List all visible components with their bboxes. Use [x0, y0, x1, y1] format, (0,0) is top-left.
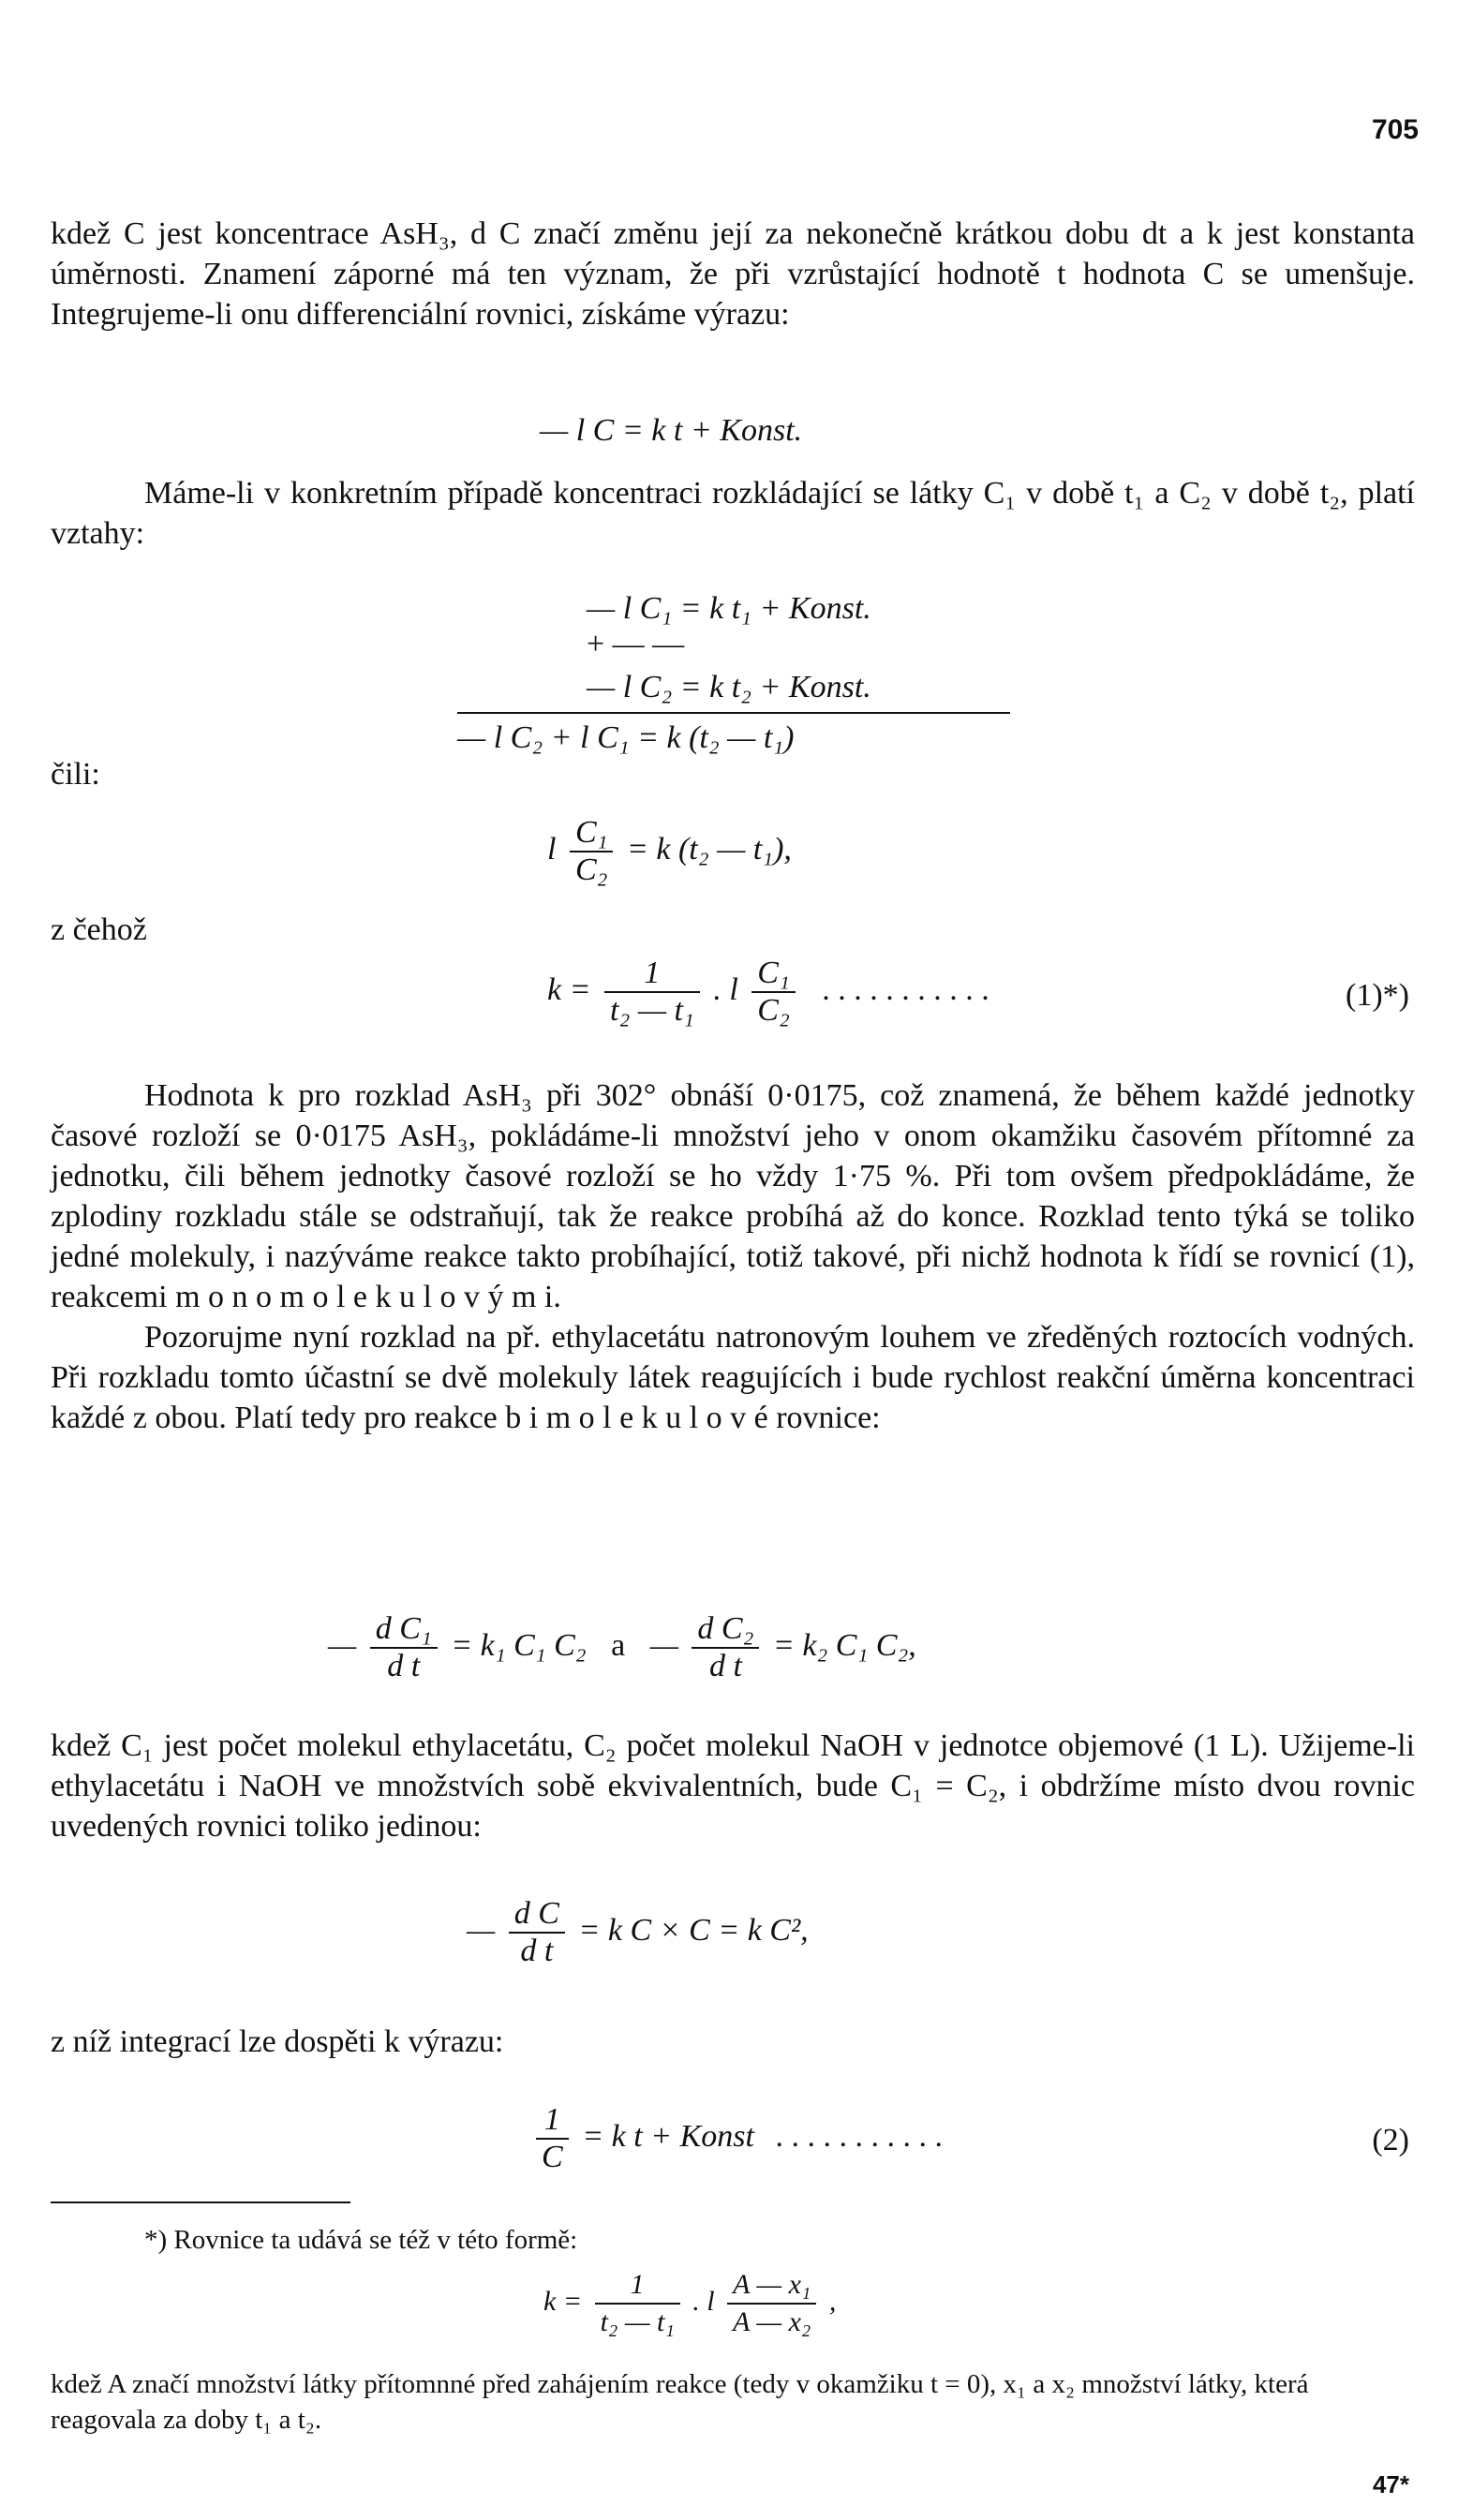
numerator: 1 [536, 2102, 569, 2140]
fraction-dc-dt [509, 1896, 565, 1969]
paragraph-integration [51, 2022, 1415, 2062]
paragraph-intro [51, 214, 1415, 334]
denominator: C [542, 2140, 563, 2174]
fraction-dc2-dt [692, 1611, 759, 1684]
signature-mark: 47* [1372, 2470, 1409, 2498]
equation-c2: — l C₂ = k t₂ + Konst. [587, 670, 871, 704]
paragraph-concentrations [51, 473, 1415, 554]
denominator: d t [520, 1934, 554, 1968]
paragraph-1: kdež C jest koncentrace AsH₃, d C značí změnu její za nekonečně krátkou dobu dt a k jest konstanta úměrnosti. Znamení záporné má ten význam, že při vzrůstající hodnotě t hodnota C se umenšuje. Integrujeme-li onu differenciální rovnici, získáme výrazu: [51, 216, 1415, 332]
numerator: A — x₁ [727, 2267, 816, 2305]
equation-number-1: (1)*) [1346, 978, 1409, 1013]
paragraph-5: kdež C₁ jest počet molekul ethylacetátu, C₂ počet molekul NaOH v jednotce objemové (1 L). Užijeme-li ethylacetátu i NaOH ve množstvích sobě ekvivalentních, bude C₁ = C₂, i obdržíme místo dvou rovnic uvedených rovnici toliko jedinou: [51, 1728, 1415, 1844]
paragraph-4: Pozorujme nyní rozklad na př. ethylacetátu natronovým louhem ve zředěných roztocích vodných. Při rozkladu tomto účastní se dvě molekuly látek reagujících i bude rychlost reakční úměrna koncentraci každé z obou. Platí tedy pro reakce b i m o l e k u l o v é rovnice: [51, 1320, 1415, 1435]
k-lhs: k = [547, 971, 591, 1007]
numerator: C₁ [751, 956, 796, 993]
numerator: 1 [595, 2267, 680, 2305]
sum-rule [457, 712, 1010, 714]
fraction-one-over-dt [604, 956, 700, 1029]
label-cili: čili: [51, 757, 100, 792]
numerator: d C [509, 1896, 565, 1934]
denominator: C₂ [574, 852, 608, 887]
page-number: 705 [1371, 114, 1419, 145]
leader-dots: . . . . . . . . . . . [775, 2118, 943, 2154]
denominator: t₂ — t₁ [610, 993, 694, 1028]
equation-end: , [828, 2285, 837, 2317]
paragraph-6: z níž integrací lze dospěti k výrazu: [51, 2024, 504, 2059]
paragraph-monomolecular [51, 1075, 1415, 1438]
conjunction-a: a [611, 1627, 626, 1663]
denominator: A — x₂ [733, 2306, 811, 2337]
log-symbol: . l [713, 971, 738, 1007]
fraction-one-over-c [536, 2102, 569, 2175]
minus-sign: — [467, 1912, 496, 1948]
fraction-dc1-dt [370, 1611, 438, 1684]
equation-rhs: = k t + Konst [582, 2118, 754, 2154]
paragraph-3: Hodnota k pro rozklad AsH₃ při 302° obnáší 0·0175, což znamená, že během každé jednotky časové rozloží se 0·0175 AsH₃, pokládáme-li množství jeho v onom okamžiku časovém přítomné za jednotku, čili během jednotky časové rozloží se ho vždy 1·75 %. Při tom ovšem předpokládáme, že zplodiny rozkladu stále se odstraňují, tak že reakce probíhá až do konce. Rozklad tento týká se toliko jedné molekuly, i nazýváme reakce takto probíhající, totiž takové, při nichž hodnota k řídí se rovnicí (1), reakcemi m o n o m o l e k u l o v ý m i. [51, 1078, 1415, 1314]
equation-k [547, 956, 989, 1029]
footnote-text: kdež A značí množství látky přítomnné před zahájením reakce (tedy v okamžiku t = 0), x₁ a x₂ množství látky, která reagovala za doby t₁ a t₂. [51, 2369, 1309, 2435]
numerator: d C₂ [692, 1611, 759, 1649]
k-lhs: k = [543, 2285, 583, 2317]
equation-rhs: = k₂ C₁ C₂, [772, 1627, 916, 1663]
fraction-c1-c2 [751, 956, 796, 1029]
footnote-intro [51, 2222, 1409, 2258]
denominator: t₂ — t₁ [600, 2306, 675, 2337]
minus-sign: — [649, 1627, 678, 1663]
equation-rhs: = k (t₂ — t₁), [626, 831, 792, 867]
fraction-c1-c2 [570, 815, 614, 888]
denominator: d t [708, 1649, 742, 1683]
label-z-cehoz: z čehož [51, 912, 147, 947]
footnote-intro-text: *) Rovnice ta udává se též v této formě: [144, 2225, 578, 2255]
log-symbol: . l [692, 2285, 715, 2317]
numerator: 1 [604, 956, 700, 993]
fraction-one-over-dt [595, 2267, 680, 2340]
numerator: C₁ [570, 815, 614, 852]
log-symbol: l [547, 831, 557, 867]
equation-number-2: (2) [1372, 2123, 1409, 2157]
leader-dots: . . . . . . . . . . . [822, 971, 989, 1007]
equation-c1: — l C₁ = k t₁ + Konst. [587, 591, 871, 626]
equation-integral: — l C = k t + Konst. [540, 413, 803, 448]
equation-log-ratio [547, 815, 792, 888]
fraction-a-x [727, 2267, 816, 2340]
footnote-body [51, 2366, 1409, 2438]
minus-sign: — [328, 1627, 357, 1663]
footnote-equation [543, 2267, 836, 2340]
numerator: d C₁ [370, 1611, 438, 1649]
equation-2 [530, 2102, 943, 2175]
equation-bimolecular [328, 1611, 916, 1684]
equation-sum: — l C₂ + l C₁ = k (t₂ — t₁) [457, 720, 795, 755]
equation-operators: + — — [587, 627, 685, 661]
equation-rhs: = k C × C = k C², [578, 1912, 809, 1948]
equation-rhs: = k₁ C₁ C₂ [451, 1627, 587, 1663]
denominator: C₂ [757, 993, 790, 1028]
paragraph-ethylacetate [51, 1726, 1415, 1846]
equation-square [467, 1896, 809, 1969]
footnote-separator [51, 2201, 350, 2203]
denominator: d t [387, 1649, 421, 1683]
paragraph-2: Máme-li v konkretním případě koncentraci rozkládající se látky C₁ v době t₁ a C₂ v době t₂, platí vztahy: [51, 476, 1415, 551]
